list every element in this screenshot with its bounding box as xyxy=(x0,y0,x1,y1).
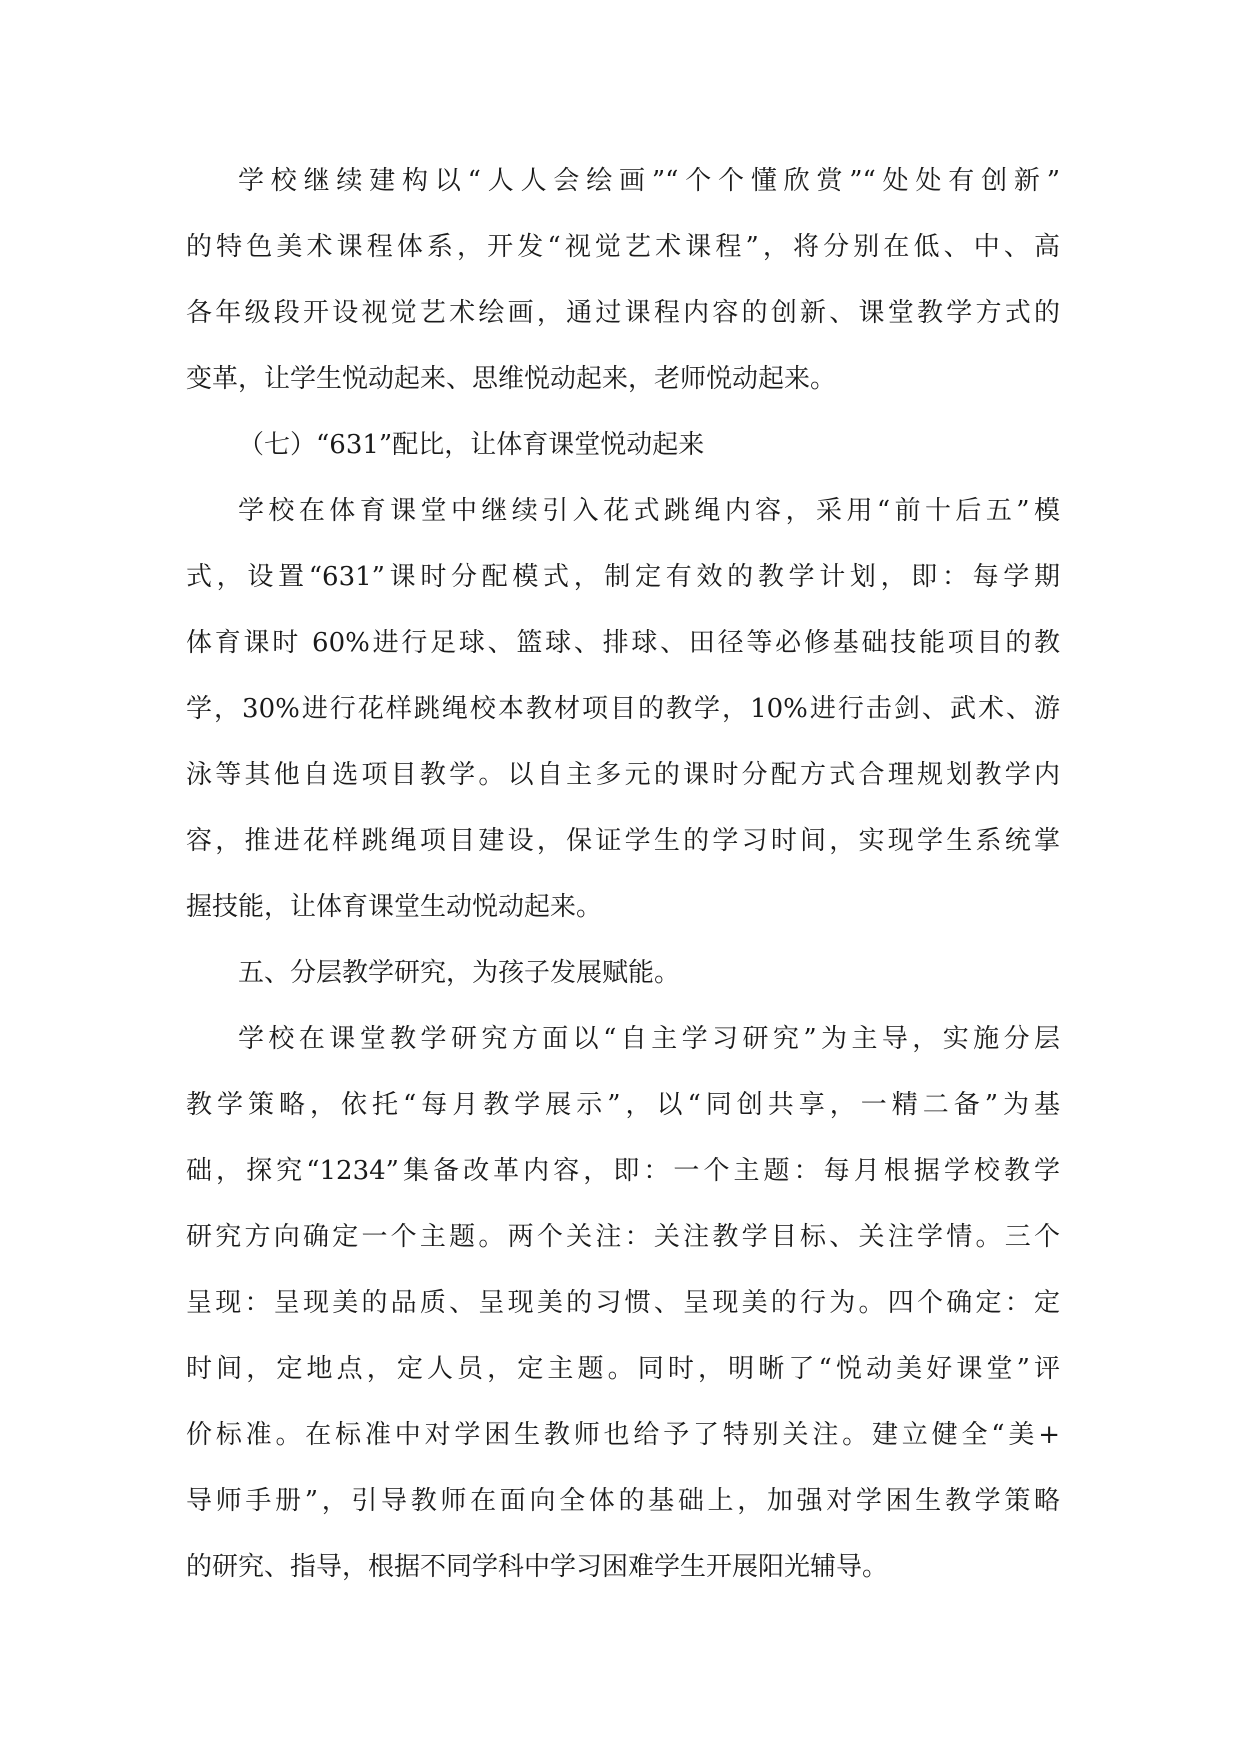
text-line: 学校在体育课堂中继续引入花式跳绳内容，采用“前十后五”模 xyxy=(238,496,1060,526)
text-line: 学，30%进行花样跳绳校本教材项目的教学，10%进行击剑、武术、游 xyxy=(186,694,1060,724)
text-line: 的研究、指导，根据不同学科中学习困难学生开展阳光辅导。 xyxy=(186,1552,889,1582)
document-body xyxy=(186,162,1060,1614)
heading-text: 五、分层教学研究，为孩子发展赋能。 xyxy=(238,958,681,988)
text-line: 体育课时 60%进行足球、篮球、排球、田径等必修基础技能项目的教 xyxy=(186,628,1060,658)
text-line: 变革，让学生悦动起来、思维悦动起来，老师悦动起来。 xyxy=(186,364,837,394)
section-heading-layered-teaching xyxy=(186,954,1060,1020)
text-line: 时间，定地点，定人员，定主题。同时，明晰了“悦动美好课堂”评 xyxy=(186,1354,1060,1384)
text-line: 价标准。在标准中对学困生教师也给予了特别关注。建立健全“美+ xyxy=(186,1420,1060,1450)
paragraph-teaching-research xyxy=(186,1020,1060,1614)
text-line: 的特色美术课程体系，开发“视觉艺术课程”，将分别在低、中、高 xyxy=(186,232,1060,262)
text-line: 容，推进花样跳绳项目建设，保证学生的学习时间，实现学生系统掌 xyxy=(186,826,1060,856)
text-line: 研究方向确定一个主题。两个关注：关注教学目标、关注学情。三个 xyxy=(186,1222,1060,1252)
text-line: 学校继续建构以“人人会绘画”“个个懂欣赏”“处处有创新” xyxy=(238,166,1060,196)
text-line: 泳等其他自选项目教学。以自主多元的课时分配方式合理规划教学内 xyxy=(186,760,1060,790)
text-line: 教学策略，依托“每月教学展示”，以“同创共享，一精二备”为基 xyxy=(186,1090,1060,1120)
text-line: 各年级段开设视觉艺术绘画，通过课程内容的创新、课堂教学方式的 xyxy=(186,298,1060,328)
text-line: 础，探究“1234”集备改革内容，即：一个主题：每月根据学校教学 xyxy=(186,1156,1060,1186)
text-line: 导师手册”，引导教师在面向全体的基础上，加强对学困生教学策略 xyxy=(186,1486,1060,1516)
text-line: 握技能，让体育课堂生动悦动起来。 xyxy=(186,892,603,922)
text-line: 呈现：呈现美的品质、呈现美的习惯、呈现美的行为。四个确定：定 xyxy=(186,1288,1060,1318)
text-line: 式，设置“631”课时分配模式，制定有效的教学计划，即：每学期 xyxy=(186,562,1060,592)
heading-text: （七）“631”配比，让体育课堂悦动起来 xyxy=(238,430,705,460)
paragraph-pe-curriculum xyxy=(186,492,1060,954)
text-line: 学校在课堂教学研究方面以“自主学习研究”为主导，实施分层 xyxy=(238,1024,1060,1054)
paragraph-art-curriculum xyxy=(186,162,1060,426)
section-heading-pe xyxy=(186,426,1060,492)
